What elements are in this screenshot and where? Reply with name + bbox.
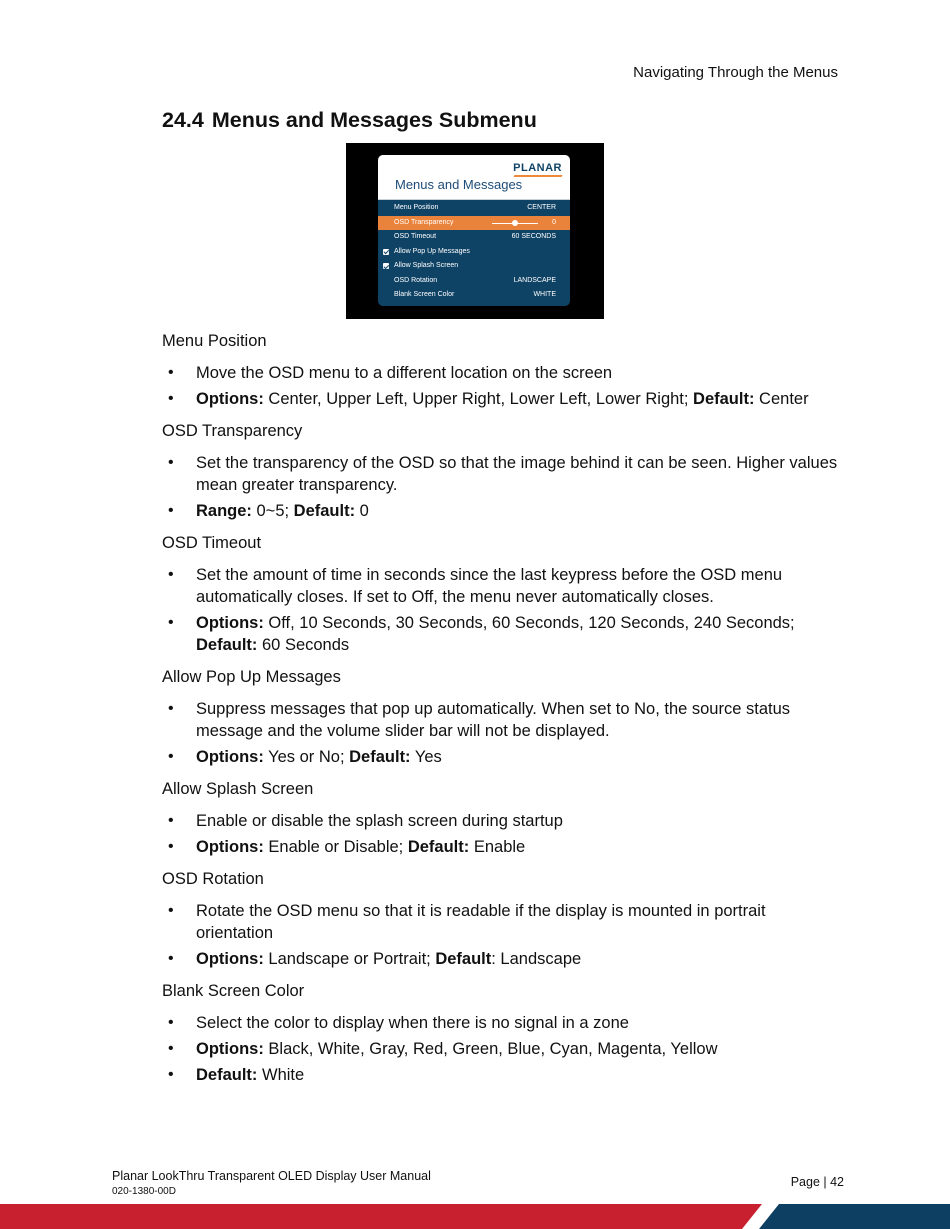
osd-menu-row[interactable] bbox=[378, 216, 570, 231]
osd-row-label: OSD Transparency bbox=[394, 218, 454, 226]
bullet-item bbox=[162, 612, 842, 656]
bullet-text: Off, 10 Seconds, 30 Seconds, 60 Seconds, 120 Seconds, 240 Seconds; bbox=[263, 614, 795, 632]
bullet-text: Move the OSD menu to a different location on the screen bbox=[196, 364, 613, 382]
bullet-text: 60 Seconds bbox=[257, 636, 350, 654]
bullet-text: Center bbox=[754, 390, 809, 408]
osd-menu-row[interactable] bbox=[378, 201, 570, 216]
setting-bullet-list bbox=[162, 564, 842, 656]
osd-row-value: CENTER bbox=[527, 204, 556, 211]
setting-bullet-list bbox=[162, 698, 842, 768]
osd-menu-row[interactable] bbox=[378, 274, 570, 289]
bullet-text: Yes or No; bbox=[263, 748, 350, 766]
osd-row-label: Allow Pop Up Messages bbox=[394, 247, 470, 255]
bullet-text: Black, White, Gray, Red, Green, Blue, Cyan, Magenta, Yellow bbox=[263, 1040, 718, 1058]
bullet-item bbox=[162, 1038, 842, 1060]
footer-doc-number: 020-1380-00D bbox=[112, 1186, 176, 1197]
bullet-bold-label: Options: bbox=[196, 390, 264, 408]
bullet-bold-label: Default: bbox=[196, 636, 258, 654]
setting-name: Menu Position bbox=[162, 332, 267, 350]
bullet-bold-label: Default: bbox=[196, 1066, 258, 1084]
section-heading bbox=[162, 108, 537, 133]
bullet-item bbox=[162, 1012, 842, 1034]
bullet-item bbox=[162, 746, 842, 768]
osd-row-label: Blank Screen Color bbox=[394, 291, 455, 298]
osd-header bbox=[378, 155, 570, 200]
footer-band-red bbox=[0, 1204, 762, 1229]
setting-name: Allow Pop Up Messages bbox=[162, 668, 341, 686]
setting-bullet-list bbox=[162, 1012, 842, 1086]
setting-name: Allow Splash Screen bbox=[162, 780, 314, 798]
osd-menu-row[interactable] bbox=[378, 288, 570, 303]
bullet-icon: • bbox=[168, 502, 174, 519]
osd-menu-row[interactable] bbox=[378, 245, 570, 260]
bullet-text: Rotate the OSD menu so that it is readable if the display is mounted in portrait orientation bbox=[196, 902, 766, 942]
bullet-icon: • bbox=[168, 838, 174, 855]
osd-row-label: Menu Position bbox=[394, 204, 439, 211]
bullet-bold-label: Default: bbox=[349, 748, 411, 766]
bullet-icon: • bbox=[168, 566, 174, 583]
bullet-bold-label: Default: bbox=[407, 838, 470, 856]
bullet-icon: • bbox=[168, 902, 174, 919]
bullet-text: Enable or disable the splash screen during startup bbox=[196, 812, 563, 830]
setting-bullet-list bbox=[162, 810, 842, 858]
osd-title: Menus and Messages bbox=[395, 177, 523, 192]
bullet-icon: • bbox=[168, 364, 174, 381]
setting-name: OSD Timeout bbox=[162, 534, 262, 552]
setting-name: OSD Rotation bbox=[162, 870, 264, 888]
setting-bullet-list bbox=[162, 362, 842, 410]
osd-row-value: 60 SECONDS bbox=[511, 233, 556, 240]
osd-menu-list bbox=[378, 200, 570, 303]
bullet-bold-label: Options: bbox=[196, 614, 264, 632]
footer-manual-title: Planar LookThru Transparent OLED Display User Manual bbox=[112, 1169, 431, 1183]
osd-screenshot bbox=[346, 143, 604, 319]
setting-bullet-list bbox=[162, 900, 842, 970]
bullet-item bbox=[162, 452, 842, 496]
osd-menu-panel bbox=[378, 155, 570, 306]
bullet-icon: • bbox=[168, 1040, 174, 1057]
bullet-text: Enable or Disable; bbox=[263, 838, 408, 856]
bullet-item bbox=[162, 362, 842, 384]
planar-logo: PLANAR bbox=[513, 162, 562, 174]
transparency-slider[interactable] bbox=[492, 223, 538, 224]
bullet-text: Set the transparency of the OSD so that the image behind it can be seen. Higher values mean greater transparency. bbox=[196, 454, 838, 494]
bullet-text: Select the color to display when there is no signal in a zone bbox=[196, 1014, 629, 1032]
section-title: Menus and Messages Submenu bbox=[211, 108, 537, 132]
bullet-item bbox=[162, 900, 842, 944]
osd-row-label: OSD Rotation bbox=[394, 276, 438, 284]
bullet-bold-label: Options: bbox=[196, 1040, 264, 1058]
osd-row-value: LANDSCAPE bbox=[513, 276, 556, 284]
bullet-bold-label: Options: bbox=[196, 838, 264, 856]
bullet-icon: • bbox=[168, 1014, 174, 1031]
bullet-icon: • bbox=[168, 812, 174, 829]
bullet-bold-label: Default: bbox=[293, 502, 356, 520]
bullet-text: Set the amount of time in seconds since the last keypress before the OSD menu automatically closes. If set to Off, the menu never automatically closes. bbox=[196, 566, 783, 606]
setting-name: Blank Screen Color bbox=[162, 982, 305, 1000]
footer-color-band bbox=[0, 1204, 950, 1229]
bullet-icon: • bbox=[168, 700, 174, 717]
bullet-bold-label: Options: bbox=[196, 950, 264, 968]
bullet-bold-label: Options: bbox=[196, 748, 264, 766]
bullet-icon: • bbox=[168, 1066, 174, 1083]
bullet-text: 0~5; bbox=[251, 502, 294, 520]
bullet-icon: • bbox=[168, 614, 174, 631]
checkbox-checked-icon bbox=[383, 263, 389, 269]
bullet-icon: • bbox=[168, 390, 174, 407]
osd-row-value: 0 bbox=[552, 218, 556, 226]
footer-band-navy bbox=[759, 1204, 950, 1229]
bullet-text: Landscape or Portrait; bbox=[263, 950, 436, 968]
setting-bullet-list bbox=[162, 452, 842, 522]
settings-content bbox=[162, 330, 842, 1096]
bullet-text: White bbox=[257, 1066, 305, 1084]
slider-knob[interactable] bbox=[512, 220, 518, 226]
bullet-item bbox=[162, 1064, 842, 1086]
setting-name: OSD Transparency bbox=[162, 422, 303, 440]
bullet-icon: • bbox=[168, 950, 174, 967]
bullet-icon: • bbox=[168, 748, 174, 765]
bullet-item bbox=[162, 388, 842, 410]
bullet-text: Yes bbox=[410, 748, 442, 766]
bullet-item bbox=[162, 564, 842, 608]
bullet-text: Enable bbox=[469, 838, 526, 856]
bullet-item bbox=[162, 500, 842, 522]
bullet-bold-label: Range: bbox=[196, 502, 252, 520]
osd-row-value: WHITE bbox=[533, 291, 556, 298]
bullet-text: : Landscape bbox=[491, 950, 582, 968]
bullet-item bbox=[162, 836, 842, 858]
bullet-item bbox=[162, 698, 842, 742]
section-number: 24.4 bbox=[162, 108, 204, 132]
bullet-bold-label: Default: bbox=[693, 390, 755, 408]
footer-page-number: Page | 42 bbox=[790, 1175, 844, 1189]
bullet-icon: • bbox=[168, 454, 174, 471]
bullet-item bbox=[162, 948, 842, 970]
bullet-item bbox=[162, 810, 842, 832]
checkbox-checked-icon bbox=[383, 249, 389, 255]
osd-row-label: Allow Splash Screen bbox=[394, 262, 459, 269]
osd-menu-row[interactable] bbox=[378, 230, 570, 245]
running-header: Navigating Through the Menus bbox=[633, 64, 838, 81]
bullet-text: Suppress messages that pop up automatically. When set to No, the source status message and the volume slider bar will not be displayed. bbox=[196, 700, 791, 740]
osd-menu-row[interactable] bbox=[378, 259, 570, 274]
bullet-text: Center, Upper Left, Upper Right, Lower Left, Lower Right; bbox=[263, 390, 694, 408]
bullet-text: 0 bbox=[355, 502, 369, 520]
bullet-bold-label: Default bbox=[435, 950, 492, 968]
osd-row-label: OSD Timeout bbox=[394, 233, 437, 240]
